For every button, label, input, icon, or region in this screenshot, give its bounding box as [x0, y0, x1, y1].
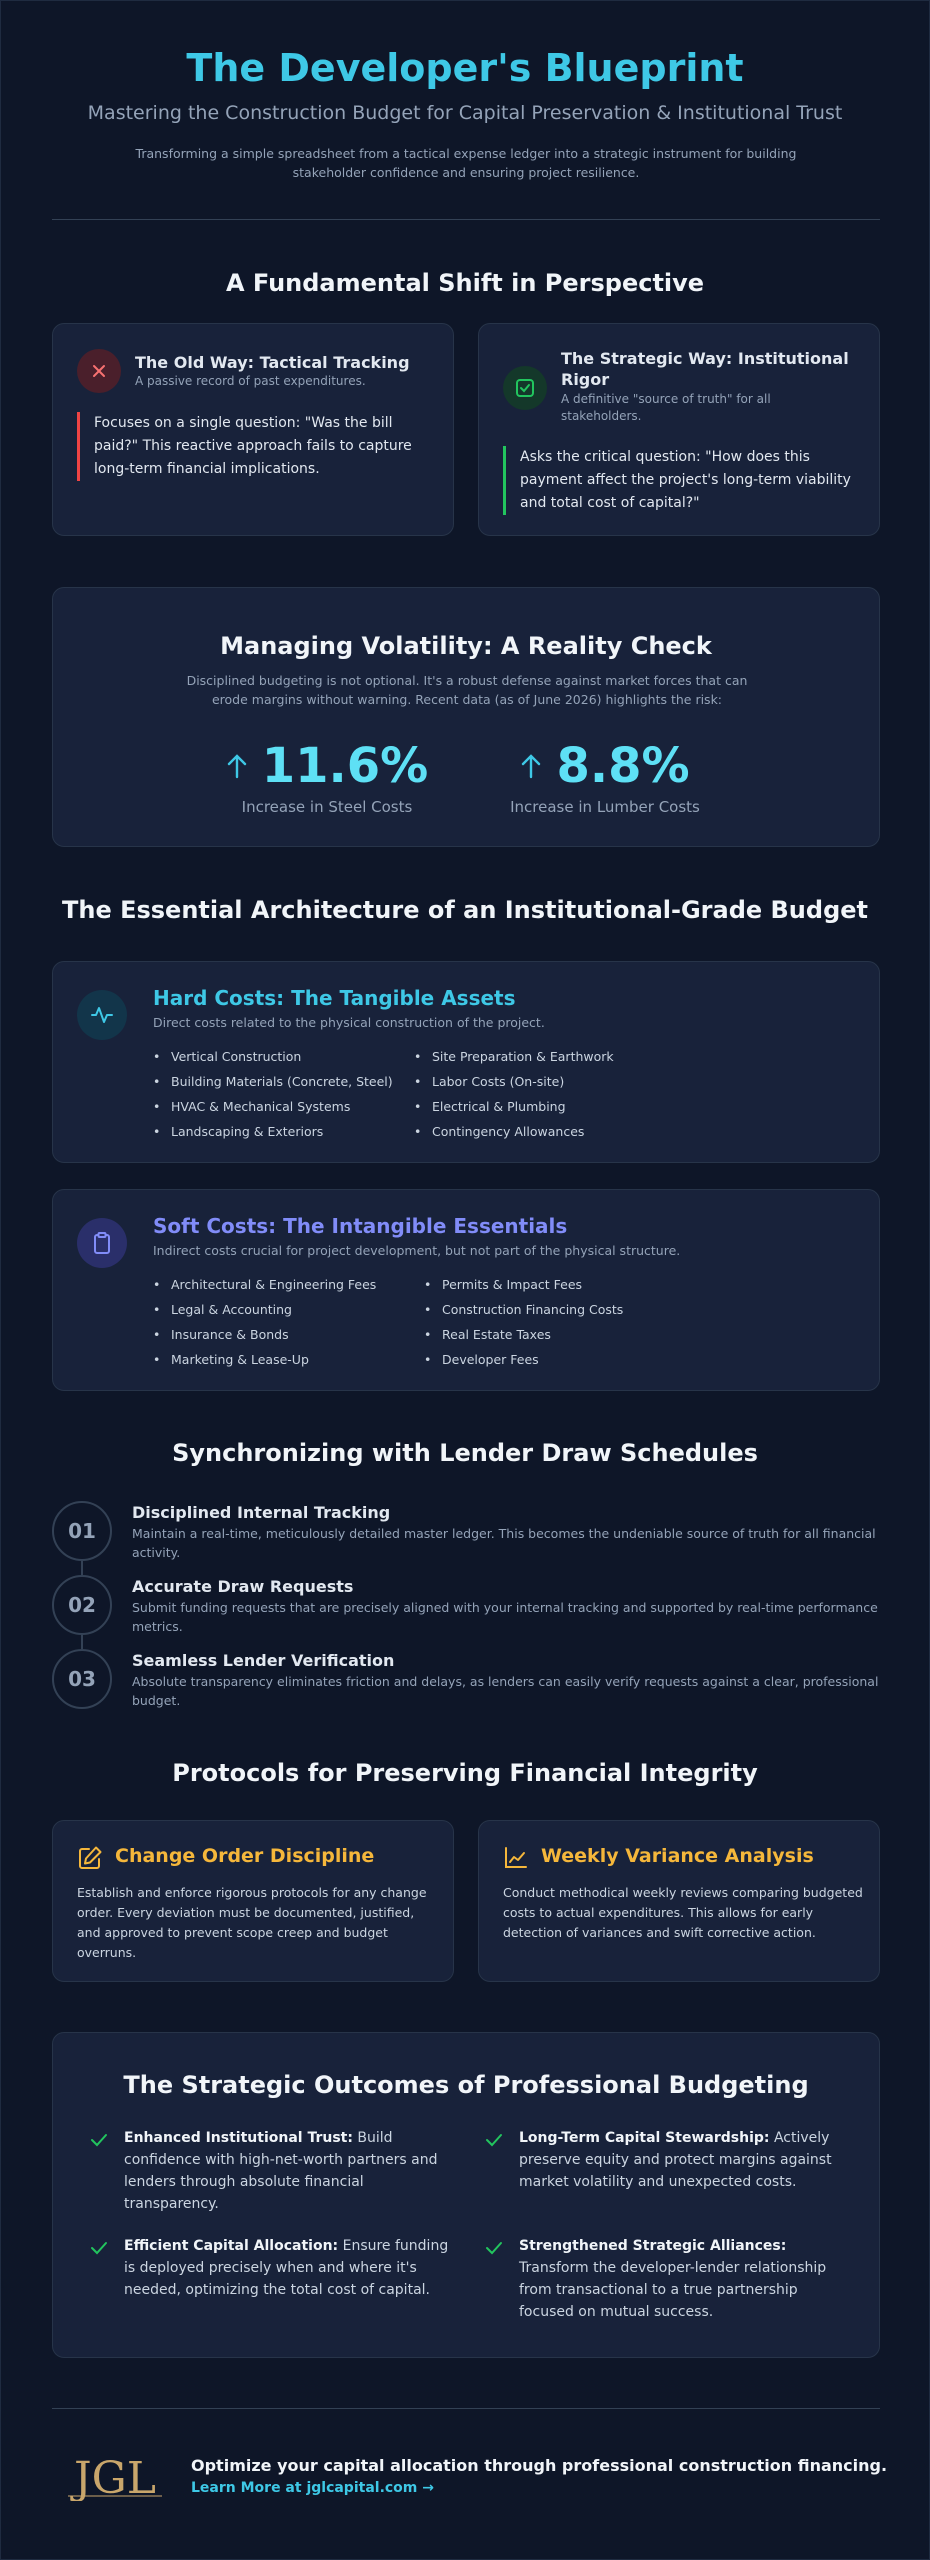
old-way-subtitle: A passive record of past expenditures. — [135, 374, 366, 388]
outcome-title: Strengthened Strategic Alliances: — [519, 2238, 787, 2254]
soft-costs-list-1 — [153, 1272, 376, 1372]
hard-costs-list-2 — [414, 1044, 614, 1144]
list-item: • Vertical Construction — [153, 1044, 393, 1069]
volatility-description: Disciplined budgeting is not optional. It's a robust defense against market forces that can erode margins without warning. Recent data (as of June 2026) highlights the risk: — [186, 673, 748, 707]
change-order-title: Change Order Discipline — [115, 1845, 375, 1867]
strategic-way-card — [478, 323, 880, 536]
hard-costs-list-1 — [153, 1044, 393, 1144]
arrow-up-icon — [520, 753, 542, 779]
divider — [52, 2408, 880, 2409]
activity-icon — [77, 990, 127, 1040]
check-icon — [484, 2130, 504, 2150]
step-number: 01 — [52, 1501, 112, 1561]
list-item: • Labor Costs (On-site) — [414, 1069, 614, 1094]
change-order-description: Establish and enforce rigorous protocols for any change order. Every deviation must be documented, justified, and approved to prevent scope creep and budget overruns. — [77, 1885, 427, 1960]
step-description: Maintain a real-time, meticulously detailed master ledger. This becomes the undeniable source of truth for all financial activity. — [132, 1526, 876, 1560]
section-title-draws: Synchronizing with Lender Draw Schedules — [172, 1439, 758, 1467]
arrow-up-icon — [226, 753, 248, 779]
outcome-desc: Build confidence with high-net-worth partners and lenders through absolute financial transparency. — [124, 2130, 438, 2212]
list-item: • HVAC & Mechanical Systems — [153, 1094, 393, 1119]
stat-label: Increase in Steel Costs — [241, 798, 413, 816]
list-item: • Legal & Accounting — [153, 1297, 376, 1322]
outcome-item — [124, 2235, 454, 2301]
outcomes-title: The Strategic Outcomes of Professional Budgeting — [123, 2071, 809, 2099]
outcome-item — [519, 2235, 849, 2323]
step-connector — [81, 1561, 83, 1575]
outcome-desc: Actively preserve equity and protect margins against market volatility and unexpected costs. — [519, 2130, 832, 2190]
variance-analysis-title: Weekly Variance Analysis — [541, 1845, 814, 1867]
list-item: • Permits & Impact Fees — [424, 1272, 623, 1297]
stat-value: 8.8% — [556, 738, 690, 794]
soft-costs-list-2 — [424, 1272, 623, 1372]
check-icon — [89, 2238, 109, 2258]
outcome-desc: Ensure funding is deployed precisely when and where it's needed, optimizing the total cost of capital. — [124, 2238, 449, 2298]
outcome-item — [124, 2127, 454, 2215]
edit-icon — [77, 1845, 103, 1871]
outcome-title: Long-Term Capital Stewardship: — [519, 2130, 770, 2146]
soft-costs-subtitle: Indirect costs crucial for project development, but not part of the physical structure. — [153, 1243, 681, 1258]
footer-text: Optimize your capital allocation through professional construction financing. — [191, 2456, 888, 2475]
page-subtitle: Mastering the Construction Budget for Capital Preservation & Institutional Trust — [87, 102, 843, 124]
section-title-shift: A Fundamental Shift in Perspective — [225, 269, 705, 297]
list-item: • Real Estate Taxes — [424, 1322, 623, 1347]
step-title: Seamless Lender Verification — [132, 1651, 395, 1670]
check-square-icon — [503, 366, 547, 410]
hard-costs-title: Hard Costs: The Tangible Assets — [153, 986, 516, 1010]
stat-lumber — [475, 738, 735, 816]
section-title-architecture: The Essential Architecture of an Institutional-Grade Budget — [61, 896, 868, 924]
outcome-item — [519, 2127, 849, 2193]
step-number: 02 — [52, 1575, 112, 1635]
check-icon — [89, 2130, 109, 2150]
outcome-title: Efficient Capital Allocation: — [124, 2238, 339, 2254]
learn-more-link[interactable]: Learn More at jglcapital.com → — [191, 2480, 434, 2496]
step-description: Absolute transparency eliminates friction and delays, as lenders can easily verify requests against a clear, professional budget. — [132, 1674, 879, 1708]
old-way-title: The Old Way: Tactical Tracking — [135, 353, 410, 372]
soft-costs-title: Soft Costs: The Intangible Essentials — [153, 1214, 568, 1238]
section-title-protocols: Protocols for Preserving Financial Integrity — [172, 1759, 758, 1787]
list-item: • Developer Fees — [424, 1347, 623, 1372]
stat-steel — [197, 738, 457, 816]
divider — [52, 219, 880, 220]
list-item: • Building Materials (Concrete, Steel) — [153, 1069, 393, 1094]
list-item: • Construction Financing Costs — [424, 1297, 623, 1322]
outcome-title: Enhanced Institutional Trust: — [124, 2130, 353, 2146]
outcomes-card — [52, 2032, 880, 2358]
volatility-title: Managing Volatility: A Reality Check — [220, 632, 712, 660]
change-order-card — [52, 1820, 454, 1982]
variance-analysis-card — [478, 1820, 880, 1982]
logo-text: JGL — [73, 2453, 157, 2501]
stat-value: 11.6% — [261, 738, 429, 794]
check-icon — [484, 2238, 504, 2258]
list-item: • Site Preparation & Earthwork — [414, 1044, 614, 1069]
page-description: Transforming a simple spreadsheet from a tactical expense ledger into a strategic instrument for building stakeholder confidence and ensuring project resilience. — [135, 146, 797, 180]
clipboard-icon — [77, 1218, 127, 1268]
jgl-logo — [66, 2451, 164, 2501]
step-description: Submit funding requests that are precisely aligned with your internal tracking and supported by real-time performance metrics. — [132, 1600, 878, 1634]
stat-label: Increase in Lumber Costs — [510, 798, 700, 816]
x-circle-icon — [77, 349, 121, 393]
old-way-card — [52, 323, 454, 536]
old-way-quote: Focuses on a single question: "Was the bill paid?" This reactive approach fails to capture long-term financial implications. — [77, 412, 437, 481]
strategic-way-subtitle: A definitive "source of truth" for all stakeholders. — [561, 392, 771, 423]
page-title: The Developer's Blueprint — [186, 46, 744, 90]
list-item: • Architectural & Engineering Fees — [153, 1272, 376, 1297]
list-item: • Landscaping & Exteriors — [153, 1119, 393, 1144]
line-chart-icon — [503, 1845, 529, 1871]
soft-costs-card — [52, 1189, 880, 1391]
step-number: 03 — [52, 1649, 112, 1709]
list-item: • Electrical & Plumbing — [414, 1094, 614, 1119]
list-item: • Marketing & Lease-Up — [153, 1347, 376, 1372]
list-item: • Contingency Allowances — [414, 1119, 614, 1144]
hard-costs-subtitle: Direct costs related to the physical construction of the project. — [153, 1015, 545, 1030]
step-connector — [81, 1635, 83, 1649]
variance-analysis-description: Conduct methodical weekly reviews comparing budgeted costs to actual expenditures. This allows for early detection of variances and swift corrective action. — [503, 1885, 863, 1940]
volatility-card — [52, 587, 880, 847]
strategic-way-title: The Strategic Way: Institutional Rigor — [561, 349, 849, 389]
step-title: Accurate Draw Requests — [132, 1577, 354, 1596]
outcome-desc: Transform the developer-lender relationship from transactional to a true partnership focused on mutual success. — [519, 2260, 827, 2320]
list-item: • Insurance & Bonds — [153, 1322, 376, 1347]
hard-costs-card — [52, 961, 880, 1163]
step-title: Disciplined Internal Tracking — [132, 1503, 391, 1522]
strategic-way-quote: Asks the critical question: "How does this payment affect the project's long-term viability and total cost of capital?" — [503, 446, 863, 515]
